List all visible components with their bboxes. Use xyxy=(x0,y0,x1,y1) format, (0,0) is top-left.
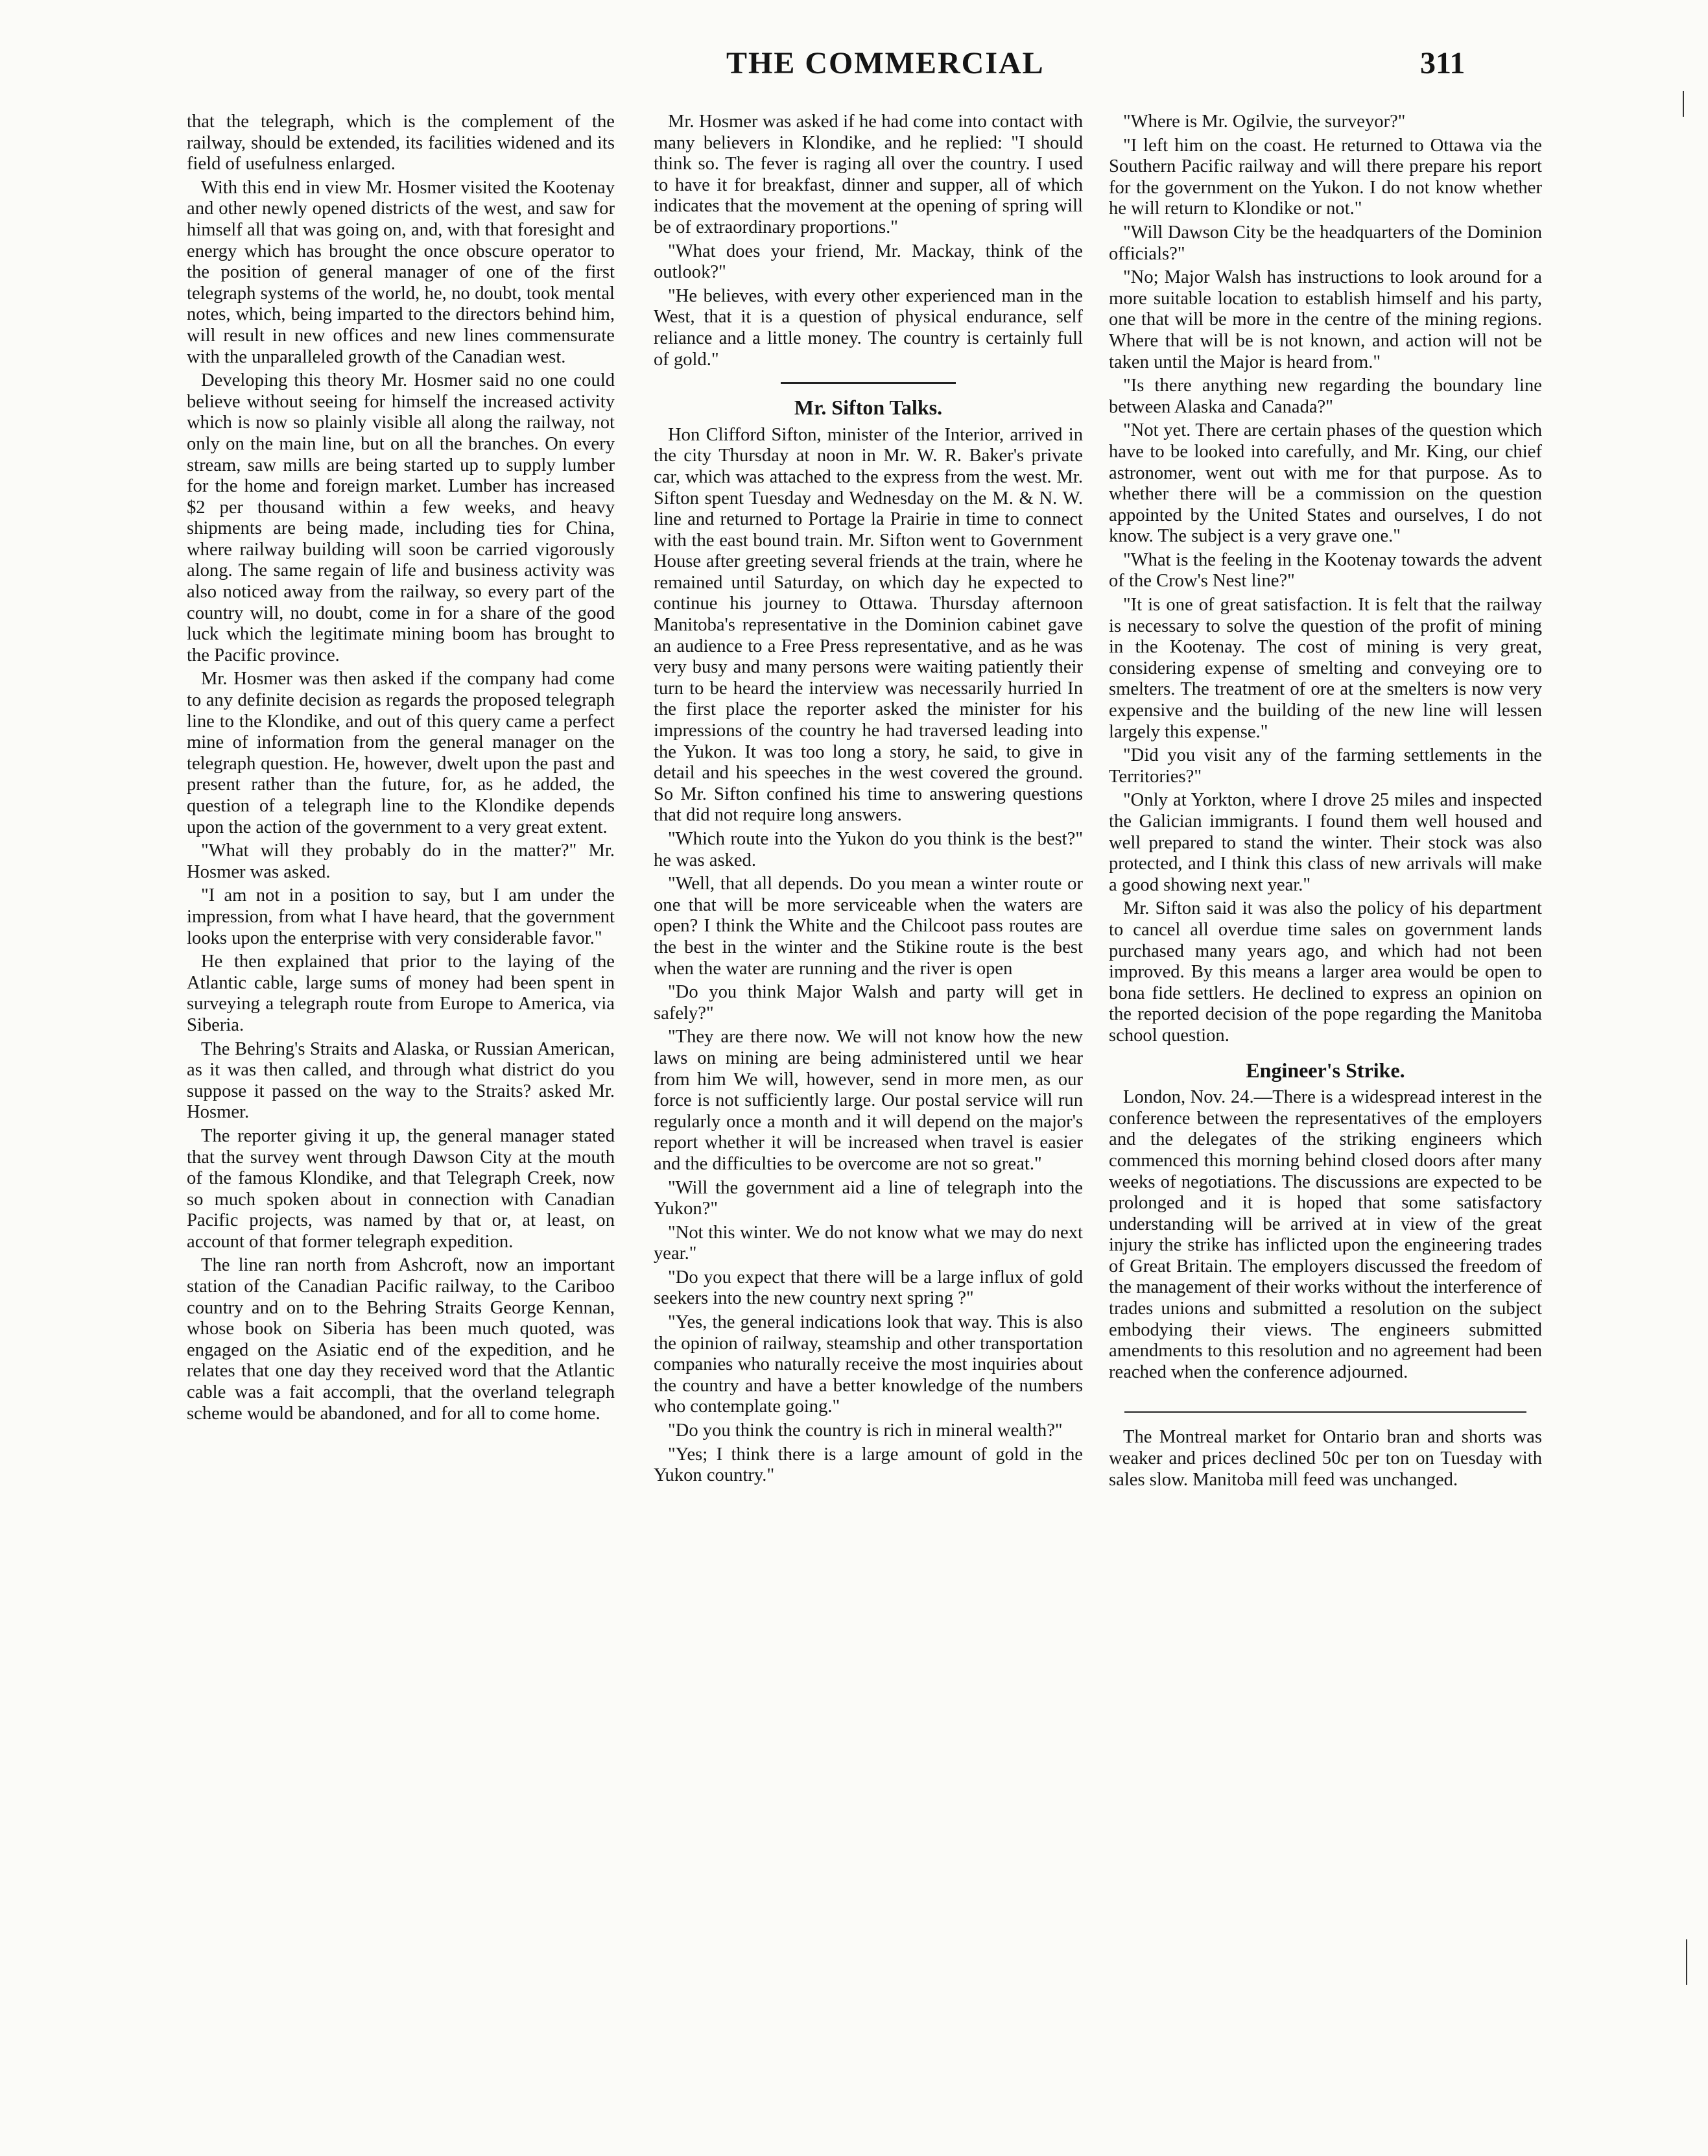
section-divider xyxy=(781,382,956,384)
paragraph: "Is there anything new regarding the boundary line between Alaska and Canada?" xyxy=(1109,376,1542,417)
paragraph: "He believes, with every other experienced man in the West, that it is a question of physical endurance, self reliance and a little money. The country is certainly full of gold." xyxy=(654,285,1083,370)
page-header xyxy=(0,45,1708,97)
page-number: 311 xyxy=(1420,46,1465,80)
paragraph: "Only at Yorkton, where I drove 25 miles and inspected the Galician immigrants. I found them well housed and well prepared to stand the winter. Their stock was also protected, and I think this class of new arrivals will make a good showing next year." xyxy=(1109,790,1542,895)
paragraph: He then explained that prior to the laying of the Atlantic cable, large sums of money had been spent in surveying a telegraph route from Europe to America, via Siberia. xyxy=(187,952,615,1035)
paragraph: "What is the feeling in the Kootenay towards the advent of the Crow's Nest line?" xyxy=(1109,549,1542,592)
paragraph: "They are there now. We will not know how the new laws on mining are being administered until we hear from him We will, however, send in more men, as our force is not sufficiently large. Our postal service will run regularly once a month and it will depend on the major's report whether it will be increased when travel is easier and the difficulties to be overcome are not so great." xyxy=(654,1027,1083,1174)
paragraph: "Where is Mr. Ogilvie, the surveyor?" xyxy=(1123,112,1406,132)
paragraph: "What does your friend, Mr. Mackay, think of the outlook?" xyxy=(654,241,1083,283)
paragraph: Mr. Hosmer was asked if he had come into contact with many believers in Klondike, and he replied: "I should think so. The fever is raging all over the country. I used to have it for breakfast, dinner and supper, all of which indicates that the movement at the opening of spring will be of extraordinary proportions." xyxy=(654,112,1083,237)
paragraph: that the telegraph, which is the complement of the railway, should be extended, its facilities widened and its field of usefulness enlarged. xyxy=(187,112,615,174)
section-divider xyxy=(1124,1411,1526,1413)
paragraph: The Behring's Straits and Alaska, or Russian American, as it was then called, and through what district do you suppose it passed on the way to the Straits? asked Mr. Hosmer. xyxy=(187,1038,615,1123)
paragraph: "Will the government aid a line of telegraph into the Yukon?" xyxy=(654,1177,1083,1219)
paragraph: "Do you think the country is rich in mineral wealth?" xyxy=(668,1420,1063,1441)
paragraph: "Did you visit any of the farming settlements in the Territories?" xyxy=(1109,745,1542,787)
paragraph: "What will they probably do in the matter?" Mr. Hosmer was asked. xyxy=(187,841,615,882)
paragraph: The reporter giving it up, the general manager stated that the survey went through Dawson City at the mouth of the famous Klondike, and that Telegraph Creek, now so much spoken about in connection with Canadian Pacific projects, was named by that or, at least, on account of that former telegraph expedition. xyxy=(187,1125,615,1252)
paragraph: "I left him on the coast. He returned to Ottawa via the Southern Pacific railway and will there prepare his report for the government on the Yukon. I do not know whether he will return to Klondike or not." xyxy=(1109,135,1542,219)
paragraph: London, Nov. 24.—There is a widespread interest in the conference between the representatives of the employers and the delegates of the striking engineers which commenced this morning behind closed doors after many weeks of negotiations. The discussions are expected to be prolonged and it is hoped that some satisfactory understanding will be arrived at in view of the great injury the strike has inflicted upon the engineering trades of Great Britain. The employers discussed the freedom of the management of their works without the interference of trades unions and submitted a resolution on the subject embodying their views. The engineers submitted amendments to this resolution and no agreement had been reached when the conference adjourned. xyxy=(1109,1087,1542,1382)
column-3 xyxy=(1109,112,1542,2057)
paragraph: "Which route into the Yukon do you think is the best?" he was asked. xyxy=(654,829,1083,870)
paragraph: "Not this winter. We do not know what we may do next year." xyxy=(654,1222,1083,1264)
paragraph: "Will Dawson City be the headquarters of the Dominion officials?" xyxy=(1109,222,1542,264)
article-heading: Mr. Sifton Talks. xyxy=(794,396,943,420)
paragraph: "Well, that all depends. Do you mean a winter route or one that will be more serviceable when the waters are open? I think the White and the Chilcoot pass routes are the best in the winter and the Stikine route is the best when the water are running and the river is open xyxy=(654,874,1083,979)
column-1 xyxy=(187,112,615,2057)
paragraph: Mr. Hosmer was then asked if the company had come to any definite decision as regards the proposed telegraph line to the Klondike, and out of this query came a perfect mine of information from the general manager on the telegraph question. He, however, dwelt upon the past and present rather than the future, for, as he added, the question of a telegraph line to the Klondike depends upon the action of the government to a very great extent. xyxy=(187,669,615,837)
paragraph: "It is one of great satisfaction. It is felt that the railway is necessary to solve the question of the profit of mining in the Kootenay. The cost of mining is very great, considering expense of smelting and conveying ore to smelters. The treatment of ore at the smelters is now very expensive and the building of the new line will lessen largely this expense." xyxy=(1109,595,1542,742)
paragraph: "No; Major Walsh has instructions to look around for a more suitable location to establish himself and his party, one that will be more in the centre of the mining regions. Where that will be is not known, and action will not be taken until the Major is heard from." xyxy=(1109,267,1542,372)
scan-edge-mark xyxy=(1683,91,1684,117)
paragraph: Developing this theory Mr. Hosmer said no one could believe without seeing for himself the increased activity which is now so plainly visible all along the railway, not only on the main line, but on all the branches. On every stream, saw mills are being started up to supply lumber for the home and foreign market. Lumber has increased $2 per thousand within a few weeks, and heavy shipments are being made, including ties for China, where railway building will soon be carried vigorously along. The same regain of life and business activity was also noticed away from the railway, so every part of the country will, no doubt, come in for a share of the good luck which the legitimate mining boom has brought to the Pacific province. xyxy=(187,370,615,665)
paragraph: "I am not in a position to say, but I am under the impression, from what I have heard, that the government looks upon the enterprise with very considerable favor." xyxy=(187,885,615,948)
paragraph: "Do you think Major Walsh and party will get in safely?" xyxy=(654,982,1083,1024)
paragraph: "Not yet. There are certain phases of the question which have to be looked into carefully, and Mr. King, our chief astronomer, went out with me for that purpose. As to whether there will be a commission on the question appointed by the United States and ourselves, I do not know. The subject is a very grave one." xyxy=(1109,420,1542,547)
paragraph: "Yes, the general indications look that way. This is also the opinion of railway, steamship and other transportation companies who naturally receive the most inquiries about the country and have a better knowledge of the numbers who contemplate going." xyxy=(654,1312,1083,1417)
paragraph: "Yes; I think there is a large amount of gold in the Yukon country." xyxy=(654,1444,1083,1486)
paragraph: Mr. Sifton said it was also the policy of his department to cancel all overdue time sales on government lands purchased many years ago, and which had not been improved. By this means a larger area would be open to bona fide settlers. He declined to express an opinion on the reported decision of the pope regarding the Manitoba school question. xyxy=(1109,898,1542,1046)
paragraph: The Montreal market for Ontario bran and shorts was weaker and prices declined 50c per ton on Tuesday with sales slow. Manitoba mill feed was unchanged. xyxy=(1109,1427,1542,1490)
paragraph: "Do you expect that there will be a large influx of gold seekers into the new country next spring ?" xyxy=(654,1267,1083,1309)
publication-title: THE COMMERCIAL xyxy=(726,46,1045,80)
scan-edge-mark xyxy=(1686,1939,1687,1985)
paragraph: The line ran north from Ashcroft, now an important station of the Canadian Pacific railway, to the Cariboo country and on to the Behring Straits George Kennan, whose book on Siberia has been much quoted, was engaged on the Asiatic end of the expedition, and he relates that one day they received word that the Atlantic cable was a fait accompli, that the overland telegraph scheme would be abandoned, and for all to come home. xyxy=(187,1255,615,1424)
column-2 xyxy=(654,112,1083,2057)
paragraph: With this end in view Mr. Hosmer visited the Kootenay and other newly opened districts of the west, and saw for himself all that was going on, and, with that foresight and energy which has brought the once obscure operator to the position of general manager of one of the first telegraph systems of the world, he, no doubt, took mental notes, which, being imparted to the directors behind him, will result in new offices and new lines commensurate with the unparalleled growth of the Canadian west. xyxy=(187,177,615,367)
article-heading: Engineer's Strike. xyxy=(1246,1058,1405,1082)
paragraph: Hon Clifford Sifton, minister of the Interior, arrived in the city Thursday at noon in Mr. W. R. Baker's private car, which was attached to the express from the west. Mr. Sifton spent Tuesday and Wednesday on the M. & N. W. line and returned to Portage la Prairie in time to connect with the east bound train. Mr. Sifton went to Government House after greeting several friends at the train, where he remained until Saturday, on which day he expected to continue his journey to Ottawa. Thursday afternoon Manitoba's representative in the Dominion cabinet gave an audience to a Free Press representative, and as he was very busy and many persons were waiting patiently their turn to be heard the interview was necessarily hurried In the first place the reporter asked the minister for his impressions of the country he had traversed leading into the Yukon. It was too long a story, he said, to give in detail and his speeches in the west covered the ground. So Mr. Sifton confined his time to answering questions that did not require long answers. xyxy=(654,424,1083,826)
